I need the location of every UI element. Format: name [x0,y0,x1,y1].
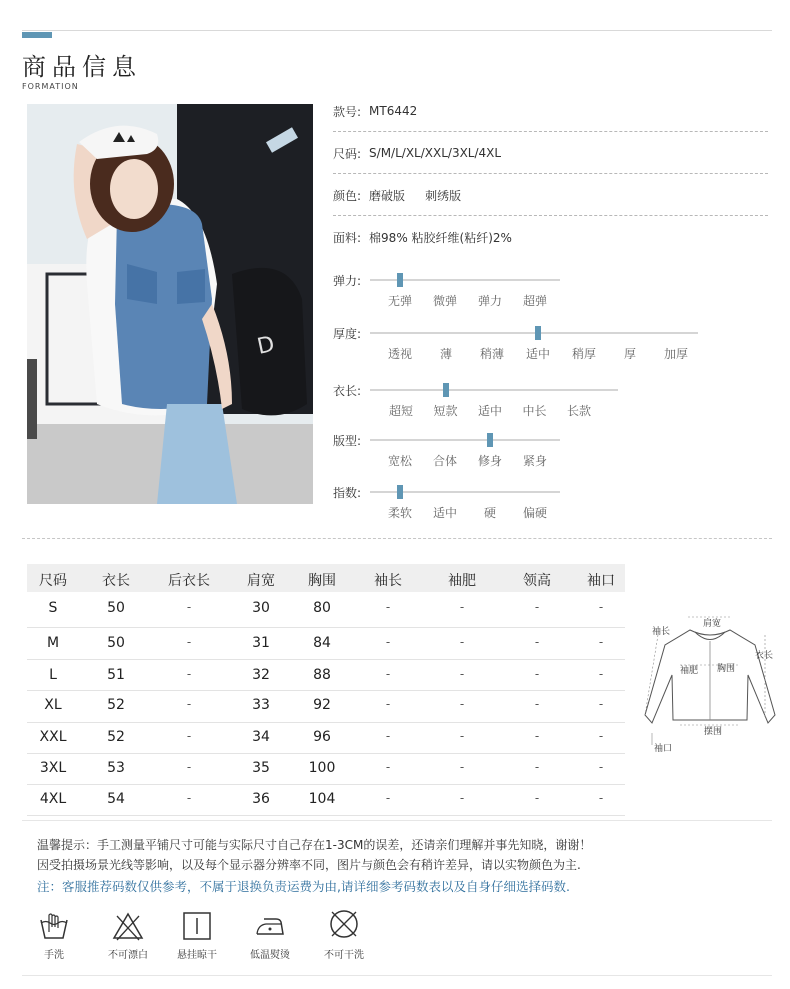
slider-label: 弹力: [333,274,362,288]
info-model-row [333,91,768,132]
note-measure: 温馨提示：手工测量平铺尺寸可能与实际尺寸自己存在1-3CM的误差，还请亲们理解并事先知晓，谢谢！ [37,838,592,852]
table-cell: - [186,729,192,743]
slider-option: 稍薄 [479,347,505,361]
table-header-cell: 后衣长 [168,573,210,589]
footer-divider [22,975,772,976]
table-cell: - [459,635,465,649]
slider-track [370,332,698,334]
header-divider [22,30,772,31]
table-cell: 84 [313,635,331,651]
slider-option: 紧身 [522,454,548,468]
slider-handle [487,433,493,447]
slider-option: 中长 [522,404,547,418]
slider-option: 弹力 [477,294,503,308]
diagram-chest-label: 胸围 [717,664,736,674]
table-cell: 80 [313,600,331,616]
slider-option: 短款 [433,404,458,418]
slider-option: 薄 [439,347,453,361]
table-cell: L [49,667,57,683]
fabric-value: 棉98% 粘胶纤维(粘纤)2% [369,231,512,245]
table-cell: 36 [252,791,270,807]
table-cell: - [598,791,604,805]
table-cell: - [598,667,604,681]
no-bleach-icon [112,910,144,942]
size-value: S/M/L/XL/XXL/3XL/4XL [369,146,502,160]
care-label-hang-dry: 悬挂晾干 [177,950,217,961]
table-cell: 30 [252,600,270,616]
svg-text:D: D [255,331,277,360]
table-cell: XL [44,697,62,713]
table-cell: - [385,635,391,649]
slider-label: 版型: [333,434,362,448]
care-label-no-bleach: 不可漂白 [108,950,148,961]
table-header-cell: 肩宽 [247,573,275,589]
table-cell: - [459,760,465,774]
slider-option: 适中 [432,506,458,520]
table-cell: 96 [313,729,331,745]
table-row-divider [27,627,625,628]
table-cell: - [385,791,391,805]
table-cell: 31 [252,635,270,651]
table-header-cell: 领高 [523,573,551,589]
color-value-2: 刺绣版 [425,188,462,203]
table-cell: - [385,600,391,614]
table-cell: 4XL [39,791,67,807]
info-fabric-row [333,217,768,258]
table-cell: - [385,729,391,743]
table-cell: - [186,600,192,614]
table-header-cell: 胸围 [308,573,336,589]
table-cell: - [186,791,192,805]
table-cell: - [534,667,540,681]
table-cell: - [459,667,465,681]
table-cell: - [598,635,604,649]
care-label-no-dry-clean: 不可干洗 [324,950,364,961]
diagram-cuff-label: 袖口 [654,744,673,754]
table-cell: - [534,791,540,805]
info-color-row [333,175,768,216]
slider-track [370,279,560,281]
table-cell: M [46,635,60,651]
care-label-low-iron: 低温熨烫 [250,950,290,961]
slider-handle [535,326,541,340]
diagram-hem-label: 摆围 [704,727,723,737]
color-label: 颜色: [333,188,362,203]
size-label: 尺码: [333,146,362,161]
table-cell: - [186,667,192,681]
slider-handle [397,273,403,287]
table-cell: - [186,697,192,711]
slider-track [370,439,560,441]
table-cell: 50 [107,635,125,651]
table-cell: - [459,600,465,614]
slider-label: 衣长: [333,384,362,398]
table-cell: 50 [107,600,125,616]
table-cell: - [186,760,192,774]
section-title: 商品信息 [22,53,142,81]
table-row-divider [27,784,625,785]
section-divider [22,538,772,539]
slider-option: 无弹 [387,294,413,308]
table-cell: - [598,600,604,614]
notes-divider [22,820,772,821]
table-cell: XXL [39,729,67,745]
info-size-row [333,133,768,174]
table-cell: 32 [252,667,270,683]
slider-option: 合体 [432,454,458,468]
table-cell: 33 [252,697,270,713]
slider-option: 超弹 [522,294,548,308]
table-row-divider [27,690,625,691]
table-header-cell: 尺码 [39,573,67,589]
slider-label: 厚度: [333,327,362,341]
slider-option: 适中 [477,404,503,418]
diagram-sleeve-length-label: 袖长 [652,627,671,637]
slider-track [370,389,618,391]
slider-option: 适中 [525,347,551,361]
table-cell: - [598,697,604,711]
slider-option: 微弹 [432,294,458,308]
table-cell: 88 [313,667,331,683]
table-cell: 34 [252,729,270,745]
table-cell: 53 [107,760,125,776]
table-cell: - [598,760,604,774]
diagram-length-label: 衣长 [755,651,774,661]
table-cell: - [534,635,540,649]
slider-option: 修身 [477,454,503,468]
diagram-shoulder-label: 肩宽 [703,619,722,629]
table-cell: 52 [107,697,125,713]
table-cell: 100 [308,760,336,776]
table-cell: - [459,791,465,805]
table-cell: - [534,729,540,743]
table-cell: - [534,760,540,774]
table-cell: 104 [308,791,336,807]
slider-option: 宽松 [387,454,413,468]
slider-handle [397,485,403,499]
fabric-label: 面料: [333,231,362,245]
section-subtitle: FORMATION [22,82,79,91]
table-cell: 54 [107,791,125,807]
low-iron-icon [254,910,286,942]
table-cell: - [385,697,391,711]
table-cell: - [598,729,604,743]
slider-option: 透视 [387,347,413,361]
table-cell: - [534,600,540,614]
table-cell: - [385,667,391,681]
table-cell: 3XL [39,760,67,776]
diagram-sleeve-width-label: 袖肥 [680,666,699,676]
slider-label: 指数: [333,486,362,500]
slider-option: 长款 [566,404,592,418]
table-cell: 51 [107,667,125,683]
table-header-cell: 袖长 [374,573,402,589]
table-cell: - [459,729,465,743]
table-cell: - [186,635,192,649]
table-cell: - [385,760,391,774]
model-label: 款号: [333,104,362,119]
product-photo [27,104,313,504]
slider-option: 柔软 [387,506,413,520]
model-value: MT6442 [369,104,418,118]
table-header-cell: 衣长 [102,573,130,589]
care-label-hand-wash: 手洗 [44,950,64,961]
note-color: 因受拍摄场景光线等影响，以及每个显示器分辨率不同，图片与颜色会有稍许差异，请以实物颜色为主. [37,858,581,872]
slider-handle [443,383,449,397]
table-row-divider [27,659,625,660]
slider-option: 偏硬 [522,506,548,520]
no-dry-clean-icon [328,908,360,940]
table-row-divider [27,815,625,816]
garment-measure-diagram [640,605,780,755]
slider-option: 硬 [483,506,497,520]
table-cell: 52 [107,729,125,745]
table-cell: 92 [313,697,331,713]
table-cell: S [48,600,58,616]
table-row-divider [27,722,625,723]
color-value-1: 磨破版 [369,188,406,203]
table-header-cell: 袖口 [587,573,615,589]
slider-option: 厚 [623,347,637,361]
table-cell: - [459,697,465,711]
table-header-cell: 袖肥 [448,573,476,589]
slider-track [370,491,560,493]
hang-dry-icon [181,910,213,942]
table-cell: 35 [252,760,270,776]
header-accent-bar [22,32,52,38]
slider-option: 加厚 [663,347,689,361]
table-row-divider [27,753,625,754]
slider-option: 超短 [388,404,414,418]
slider-option: 稍厚 [571,347,597,361]
table-cell: - [534,697,540,711]
hand-wash-icon [38,910,70,942]
note-size-advice: 注：客服推荐码数仅供参考，不属于退换负责运费为由,请详细参考码数表以及自身仔细选择码数. [37,879,570,894]
